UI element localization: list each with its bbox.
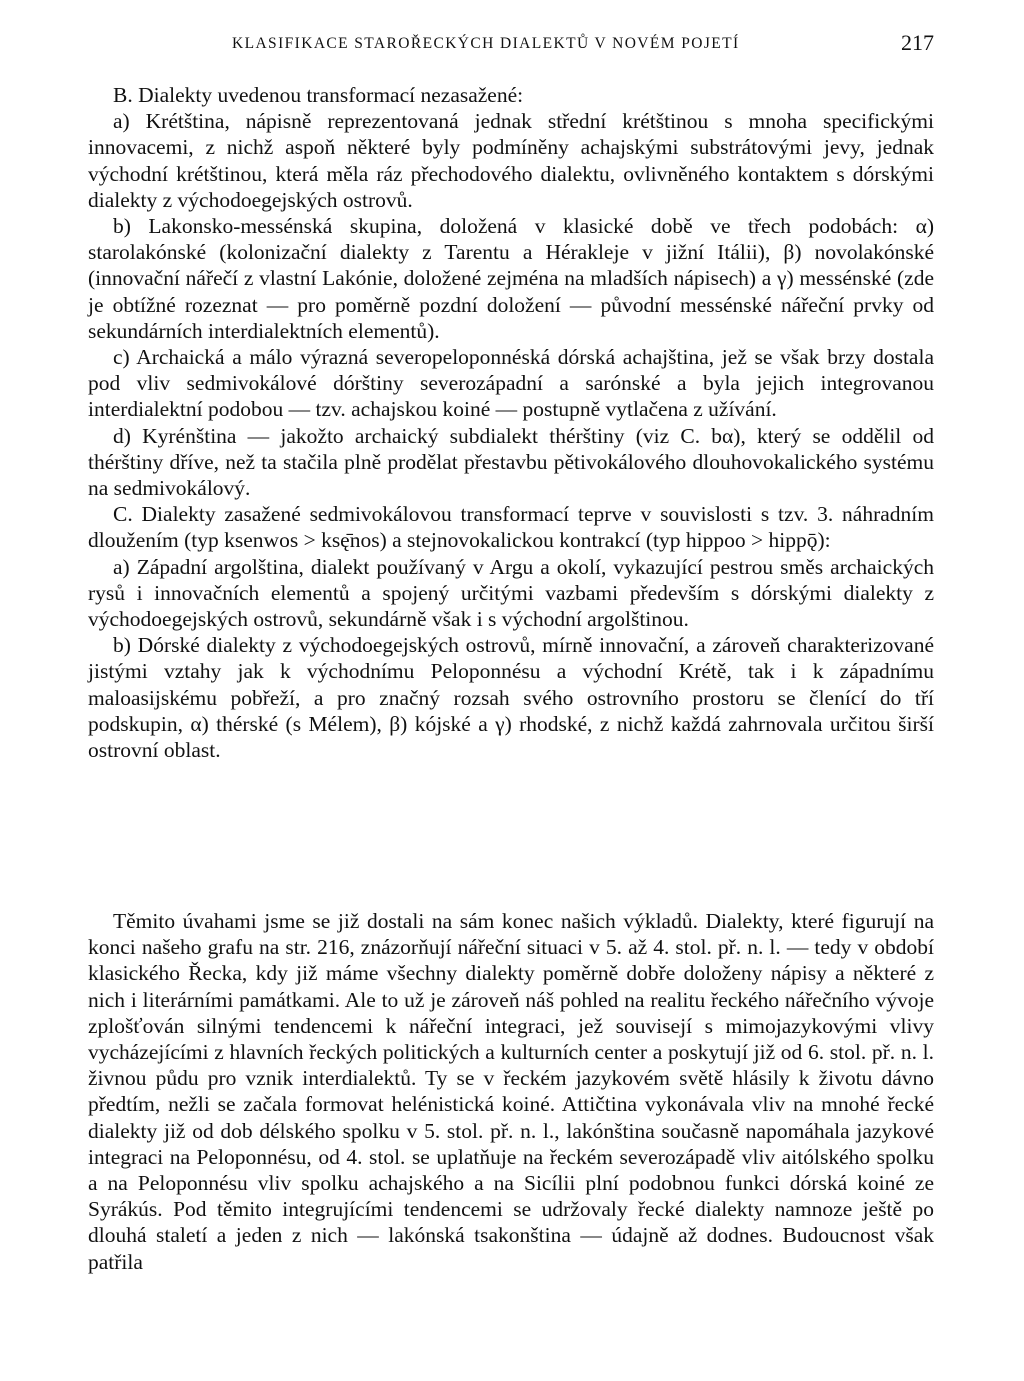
page-number: 217 [901,30,934,55]
paragraph-c-b-aegean-doric: b) Dórské dialekty z východoegejských ostrovů, mírně innovační, a zároveň charakterizované jistými vztahy jak k východnímu Peloponnésu a východní Krétě, tak i k západnímu maloasijskému pobřeží, a pro značný rozsah svého ostrovního prostoru se členící do tří podskupin, α) thérské (s Mélem), β) kójské a γ) rhodské, z nichž každá zahrnovala určitou širší ostrovní oblast. [88,633,934,763]
paragraph-b-c-achaean: c) Archaická a málo výrazná severopeloponnéská dórská achajština, jež se však brzy dostala pod vliv sedmivokálové dórštiny severozápadní a sarónské a byla jejich integrovanou interdialektní podobou — tzv. achajskou koiné — postupně vytlačena z užívání. [88,345,934,422]
section-heading-c: C. Dialekty zasažené sedmivokálovou transformací teprve v souvislosti s tzv. 3. náhradním dloužením (typ ksenwos > ksę̄nos) a stejnovokalickou kontrakcí (typ hippoo > hippǭ): [88,502,934,553]
running-head [88,30,934,57]
paragraph-b-d-cyrenaic: d) Kyrénština — jakožto archaický subdialekt thérštiny (viz C. bα), který se oddělil od thérštiny dříve, než ta stačila plně prodělat přestavbu pětivokálového dlouhovokalického systému na sedmivokálový. [88,423,934,501]
dialect-classification-list [88,82,934,763]
paragraph-b-a-cretan: a) Krétština, nápisně reprezentovaná jednak střední krétštinou s mnoha specifickými innovacemi, z nichž aspoň některé byly podmíněny achajskými substrátovými jevy, jednak východní krétštinou, která měla ráz přechodového dialektu, ovlivněného kontaktem s dórskými dialekty z východoegejských ostrovů. [88,109,934,212]
concluding-paragraph: Těmito úvahami jsme se již dostali na sám konec našich výkladů. Dialekty, které figurují na konci našeho grafu na str. 216, znázorňují nářeční situaci v 5. až 4. stol. př. n. l. — tedy v období klasického Řecka, kdy již máme všechny dialekty poměrně dobře doloženy nápisy a některé z nich i literárními památkami. Ale to už je zároveň náš pohled na realitu řeckého nářečního vývoje zplošťován silnými tendencemi k nářeční integraci, jež souvisejí s mimojazykovými vlivy vycházejícími z hlavních řeckých politických a kulturních center a poskytují již od 6. stol. př. n. l. živnou půdu pro vznik interdialektů. Ty se v řeckém jazykovém světě hlásily k životu dávno předtím, nežli se začala formovat helénistická koiné. Attičtina vykonávala vliv na mnohé řecké dialekty již od dob délského spolku v 5. stol. př. n. l., lakónština současně napomáhala jazykové integraci na Peloponnésu, od 4. stol. se uplatňuje na řeckém severozápadě vliv aitólského spolku a na Peloponnésu vliv spolku achajského a na Sicílii plní podobnou funkci dórská koiné ze Syrákús. Pod těmito integrujícími tendencemi se udržovaly řecké dialekty namnoze ještě po dlouhá staletí a jeden z nich — lakónská tsakonština — údajně až dodnes. Budoucnost však patřila [88,909,934,1274]
running-title: KLASIFIKACE STAROŘECKÝCH DIALEKTŮ V NOVÉM POJETÍ [232,35,740,52]
paragraph-b-b-laconian-messenian: b) Lakonsko-messénská skupina, doložená v klasické době ve třech podobách: α) starolakónské (kolonizační dialekty z Tarentu a Hérakleje v jižní Itálii), β) novolakónské (innovační nářečí z vlastní Lakónie, doložené zejména na mladších nápisech) a γ) messénské (zde je obtížné rozeznat — pro poměrně pozdní doložení — původní messénské nářeční prvky od sekundárních interdialektních elementů). [88,214,934,343]
section-heading-b: B. Dialekty uvedenou transformací nezasažené: [113,83,524,107]
paragraph-c-a-argolic: a) Západní argolština, dialekt používaný v Argu a okolí, vykazující pestrou směs archaických rysů i innovačních elementů a spojený určitými vazbami především s dórskými dialekty z východoegejských ostrovů, sekundárně však i s východní argolštinou. [88,554,934,632]
concluding-paragraph-block [88,908,934,1275]
